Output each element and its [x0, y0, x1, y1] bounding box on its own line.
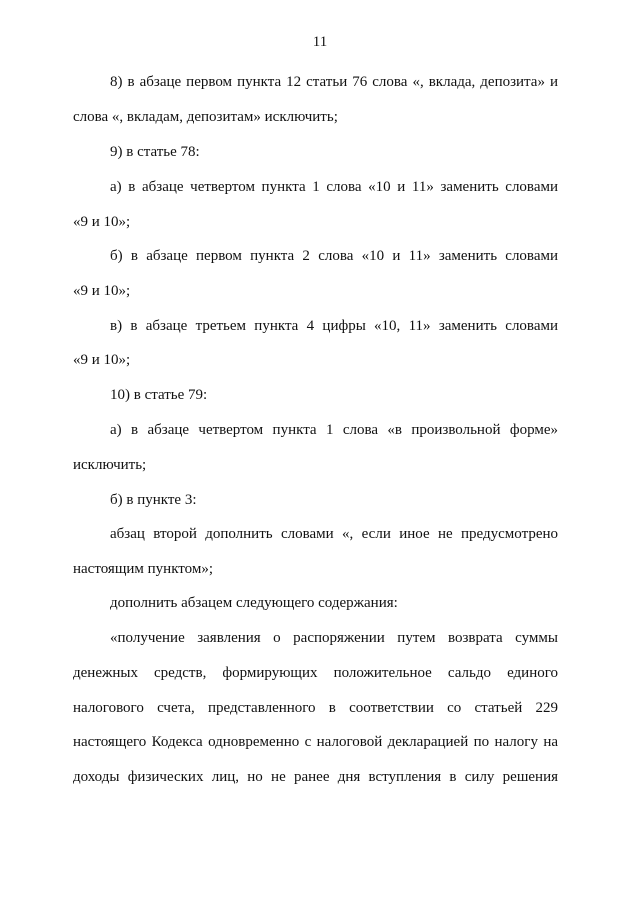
- text-line: 8) в абзаце первом пункта 12 статьи 76 слова «, вклада, депозита» и: [110, 74, 558, 90]
- text-line: налогового счета, представленного в соответствии со статьей 229: [73, 700, 558, 716]
- text-line: «9 и 10»;: [73, 283, 131, 299]
- text-line: в) в абзаце третьем пункта 4 цифры «10, 11» заменить словами: [110, 318, 558, 334]
- text-line: настоящего Кодекса одновременно с налоговой декларацией по налогу на: [73, 734, 558, 750]
- text-line: доходы физических лиц, но не ранее дня вступления в силу решения: [73, 769, 558, 785]
- text-line: 9) в статье 78:: [110, 144, 200, 160]
- text-line: а) в абзаце четвертом пункта 1 слова «в произвольной форме»: [110, 422, 558, 438]
- text-line: «9 и 10»;: [73, 352, 131, 368]
- text-line: б) в пункте 3:: [110, 492, 197, 508]
- text-line: б) в абзаце первом пункта 2 слова «10 и 11» заменить словами: [110, 248, 558, 264]
- text-line: слова «, вкладам, депозитам» исключить;: [73, 109, 338, 125]
- text-line: абзац второй дополнить словами «, если иное не предусмотрено: [110, 526, 558, 542]
- text-line: «9 и 10»;: [73, 214, 131, 230]
- text-line: 10) в статье 79:: [110, 387, 208, 403]
- text-line: настоящим пунктом»;: [73, 561, 214, 577]
- text-line: денежных средств, формирующих положительное сальдо единого: [73, 665, 558, 681]
- text-line: исключить;: [73, 457, 147, 473]
- text-line: дополнить абзацем следующего содержания:: [110, 595, 398, 611]
- page-number: 11: [312, 34, 328, 50]
- text-line: «получение заявления о распоряжении путем возврата суммы: [110, 630, 558, 646]
- text-line: а) в абзаце четвертом пункта 1 слова «10 и 11» заменить словами: [110, 179, 558, 195]
